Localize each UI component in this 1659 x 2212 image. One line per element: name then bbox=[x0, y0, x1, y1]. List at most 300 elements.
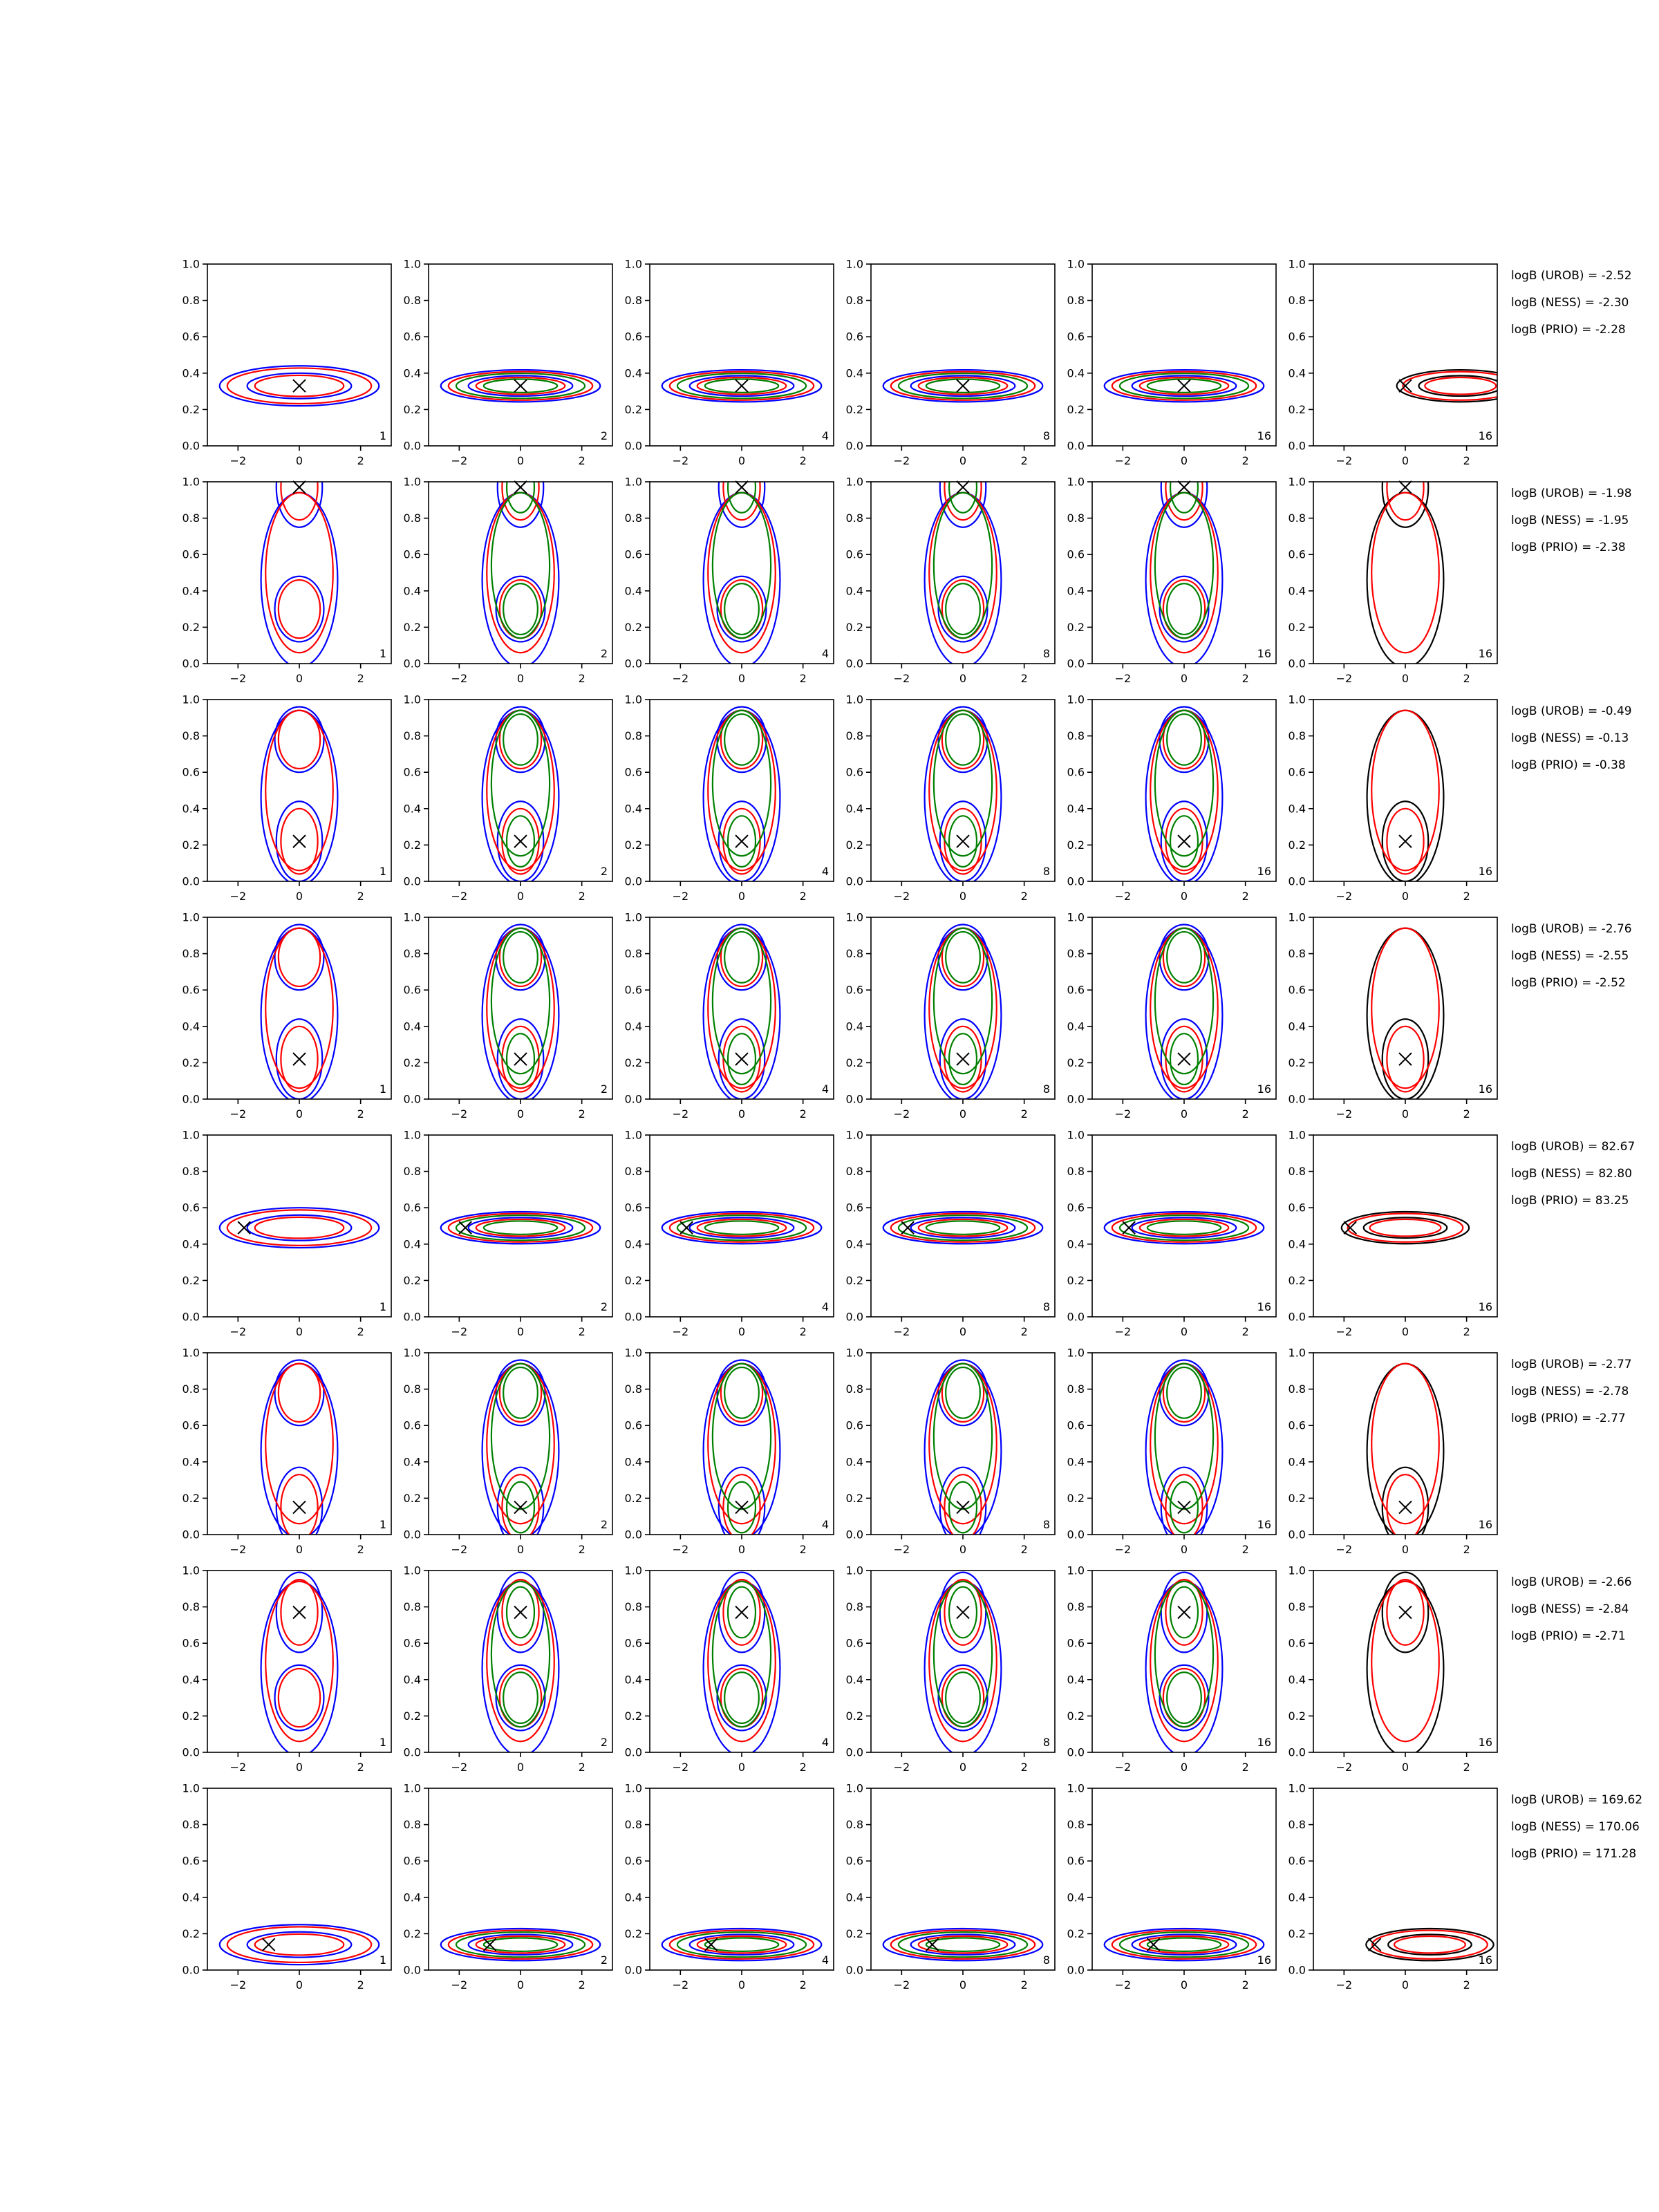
panel-r3-c6 bbox=[1288, 693, 1497, 903]
y-tick-label: 0.0 bbox=[1288, 1092, 1306, 1106]
panel-count-label: 16 bbox=[1478, 429, 1492, 442]
y-tick-label: 0.0 bbox=[1067, 439, 1085, 453]
green-contour bbox=[713, 711, 771, 856]
y-tick-label: 1.0 bbox=[1067, 1564, 1085, 1577]
x-tick-label: −2 bbox=[893, 1978, 910, 1991]
black-contour bbox=[1367, 711, 1444, 885]
y-tick-label: 0.0 bbox=[1067, 1745, 1085, 1759]
y-tick-label: 0.2 bbox=[403, 1709, 421, 1723]
y-tick-label: 0.2 bbox=[845, 1709, 863, 1723]
contour-group bbox=[704, 707, 780, 885]
y-tick-label: 0.2 bbox=[1067, 1491, 1085, 1505]
panel-count-label: 2 bbox=[600, 1953, 608, 1967]
x-tick-label: −2 bbox=[451, 1761, 468, 1774]
blue-contour bbox=[1146, 928, 1223, 1103]
y-tick-label: 0.0 bbox=[624, 1092, 642, 1106]
red-contour bbox=[279, 711, 320, 769]
x-tick-label: 2 bbox=[578, 1543, 585, 1556]
y-tick-label: 0.0 bbox=[182, 1528, 200, 1541]
y-tick-label: 1.0 bbox=[1288, 257, 1306, 271]
x-tick-label: 0 bbox=[1401, 890, 1409, 903]
y-tick-label: 1.0 bbox=[624, 1346, 642, 1360]
red-contour bbox=[1371, 493, 1439, 653]
x-tick-label: 2 bbox=[799, 1978, 807, 1991]
blue-contour bbox=[261, 1364, 338, 1538]
logB-annotation: logB (PRIO) = -2.52 bbox=[1511, 976, 1626, 990]
panel-count-label: 8 bbox=[1042, 865, 1050, 878]
y-tick-label: 0.8 bbox=[403, 512, 421, 525]
axes-frame bbox=[650, 917, 834, 1099]
marker-x bbox=[735, 1606, 748, 1618]
marker-x bbox=[263, 1938, 275, 1951]
y-tick-label: 1.0 bbox=[1288, 475, 1306, 489]
axes-frame bbox=[1313, 264, 1497, 446]
y-tick-label: 0.4 bbox=[1288, 366, 1306, 380]
y-tick-label: 1.0 bbox=[624, 257, 642, 271]
marker-x bbox=[1178, 1053, 1190, 1065]
logB-annotations-r1 bbox=[1511, 269, 1632, 337]
y-tick-label: 0.8 bbox=[1288, 729, 1306, 743]
x-tick-label: −2 bbox=[672, 1543, 689, 1556]
y-tick-label: 0.6 bbox=[1288, 983, 1306, 997]
black-contour bbox=[1367, 493, 1444, 667]
y-tick-label: 0.4 bbox=[403, 366, 421, 380]
blue-contour bbox=[261, 711, 338, 885]
red-contour bbox=[265, 928, 333, 1088]
panel-r2-c2 bbox=[404, 447, 612, 685]
panel-r2-c5 bbox=[1067, 447, 1276, 685]
contour-group bbox=[925, 707, 1002, 885]
red-contour bbox=[1150, 711, 1218, 870]
y-tick-label: 0.8 bbox=[182, 512, 200, 525]
y-tick-label: 1.0 bbox=[845, 1346, 863, 1360]
green-contour bbox=[934, 493, 992, 638]
y-tick-label: 1.0 bbox=[845, 257, 863, 271]
marker-x bbox=[1399, 481, 1412, 494]
contour-group bbox=[1367, 447, 1444, 667]
y-tick-label: 0.4 bbox=[182, 1237, 200, 1251]
y-tick-label: 0.4 bbox=[182, 366, 200, 380]
logB-annotation: logB (PRIO) = -2.77 bbox=[1511, 1412, 1626, 1425]
panel-count-label: 8 bbox=[1042, 429, 1050, 442]
y-tick-label: 0.8 bbox=[403, 294, 421, 308]
blue-contour bbox=[275, 1360, 324, 1426]
x-tick-label: −2 bbox=[451, 454, 468, 467]
blue-contour bbox=[482, 1364, 559, 1538]
x-tick-label: 2 bbox=[1463, 890, 1470, 903]
x-tick-label: 0 bbox=[516, 1107, 525, 1121]
y-tick-label: 1.0 bbox=[403, 257, 421, 271]
panel-r3-c3 bbox=[625, 693, 834, 903]
red-contour bbox=[487, 711, 554, 870]
x-tick-label: 2 bbox=[799, 1761, 807, 1774]
y-tick-label: 1.0 bbox=[1288, 910, 1306, 924]
y-tick-label: 0.0 bbox=[1067, 1528, 1085, 1541]
y-tick-label: 0.2 bbox=[182, 1491, 200, 1505]
green-contour bbox=[1155, 928, 1213, 1074]
y-tick-label: 0.2 bbox=[845, 620, 863, 634]
y-tick-label: 0.6 bbox=[845, 330, 863, 344]
red-contour bbox=[1371, 928, 1439, 1088]
x-tick-label: 2 bbox=[357, 672, 364, 685]
logB-annotation: logB (UROB) = -1.98 bbox=[1511, 487, 1632, 500]
blue-contour bbox=[275, 577, 324, 642]
y-tick-label: 1.0 bbox=[624, 910, 642, 924]
y-tick-label: 1.0 bbox=[845, 910, 863, 924]
y-tick-label: 0.4 bbox=[403, 1891, 421, 1904]
y-tick-label: 0.0 bbox=[624, 1963, 642, 1977]
x-tick-label: 0 bbox=[1180, 672, 1188, 685]
panel-count-label: 4 bbox=[821, 647, 829, 660]
logB-annotation: logB (UROB) = 169.62 bbox=[1511, 1793, 1643, 1807]
red-contour bbox=[487, 1364, 554, 1524]
panel-r4-c4 bbox=[846, 911, 1055, 1121]
x-tick-label: −2 bbox=[451, 1543, 468, 1556]
panel-r7-c4 bbox=[846, 1564, 1055, 1774]
y-tick-label: 0.6 bbox=[1288, 1418, 1306, 1432]
x-tick-label: 2 bbox=[578, 1325, 585, 1338]
panel-r4-c3 bbox=[625, 911, 834, 1121]
contour-group bbox=[883, 1929, 1043, 1960]
logB-annotations-r5 bbox=[1511, 1140, 1635, 1208]
red-contour bbox=[265, 493, 333, 653]
y-tick-label: 0.2 bbox=[1288, 1491, 1306, 1505]
y-tick-label: 0.8 bbox=[624, 1600, 642, 1614]
green-contour bbox=[713, 493, 771, 638]
y-tick-label: 0.6 bbox=[403, 547, 421, 561]
y-tick-label: 0.4 bbox=[182, 1455, 200, 1469]
panel-count-label: 16 bbox=[1478, 865, 1492, 878]
y-tick-label: 0.6 bbox=[1067, 1418, 1085, 1432]
y-tick-label: 0.8 bbox=[182, 1165, 200, 1179]
x-tick-label: −2 bbox=[229, 1543, 247, 1556]
marker-x bbox=[957, 481, 969, 494]
panel-count-label: 16 bbox=[1478, 1736, 1492, 1749]
logB-annotation: logB (PRIO) = -2.28 bbox=[1511, 323, 1626, 337]
y-tick-label: 1.0 bbox=[1288, 1346, 1306, 1360]
panel-count-label: 16 bbox=[1257, 865, 1271, 878]
marker-x bbox=[514, 835, 527, 847]
y-tick-label: 0.4 bbox=[624, 1891, 642, 1904]
contour-group bbox=[704, 925, 780, 1103]
logB-annotation: logB (UROB) = -0.49 bbox=[1511, 704, 1632, 718]
x-tick-label: 2 bbox=[578, 1978, 585, 1991]
y-tick-label: 0.0 bbox=[182, 1963, 200, 1977]
y-tick-label: 0.2 bbox=[845, 1273, 863, 1287]
marker-x bbox=[514, 379, 527, 392]
y-tick-label: 0.8 bbox=[845, 947, 863, 961]
green-contour bbox=[724, 583, 759, 635]
x-tick-label: 2 bbox=[1241, 454, 1249, 467]
marker-x bbox=[293, 1606, 306, 1618]
panel-count-label: 4 bbox=[821, 865, 829, 878]
panel-r8-c5 bbox=[1067, 1782, 1276, 1992]
y-tick-label: 1.0 bbox=[182, 475, 200, 489]
y-tick-label: 0.2 bbox=[1288, 1709, 1306, 1723]
logB-annotation: logB (PRIO) = 171.28 bbox=[1511, 1847, 1637, 1861]
y-tick-label: 0.2 bbox=[1067, 1709, 1085, 1723]
x-tick-label: −2 bbox=[672, 1978, 689, 1991]
y-tick-label: 0.8 bbox=[624, 1165, 642, 1179]
x-tick-label: 0 bbox=[959, 890, 967, 903]
contour-group bbox=[261, 1360, 338, 1548]
axes-frame bbox=[871, 1571, 1055, 1752]
panel-r2-c3 bbox=[625, 447, 834, 685]
y-tick-label: 1.0 bbox=[403, 910, 421, 924]
green-contour bbox=[705, 1221, 778, 1234]
x-tick-label: 0 bbox=[295, 672, 303, 685]
panel-count-label: 16 bbox=[1257, 647, 1271, 660]
green-contour bbox=[1167, 932, 1201, 983]
black-contour bbox=[1364, 1217, 1447, 1237]
contour-group bbox=[1146, 447, 1223, 667]
y-tick-label: 1.0 bbox=[182, 1346, 200, 1360]
red-contour bbox=[929, 1582, 997, 1741]
x-tick-label: 0 bbox=[959, 1543, 967, 1556]
red-contour bbox=[487, 1582, 554, 1741]
panel-r6-c6 bbox=[1288, 1347, 1497, 1557]
y-tick-label: 1.0 bbox=[1288, 1128, 1306, 1142]
marker-x bbox=[1399, 835, 1412, 847]
y-tick-label: 0.0 bbox=[624, 657, 642, 671]
y-tick-label: 0.0 bbox=[182, 439, 200, 453]
marker-x bbox=[735, 835, 748, 847]
red-contour bbox=[708, 928, 776, 1088]
x-tick-label: −2 bbox=[893, 1325, 910, 1338]
x-tick-label: 0 bbox=[516, 454, 525, 467]
x-tick-label: 0 bbox=[1401, 1543, 1409, 1556]
y-tick-label: 1.0 bbox=[182, 1781, 200, 1795]
axes-frame bbox=[1092, 700, 1276, 881]
x-tick-label: −2 bbox=[672, 672, 689, 685]
y-tick-label: 0.6 bbox=[845, 1636, 863, 1650]
blue-contour bbox=[275, 707, 324, 773]
green-contour bbox=[491, 493, 550, 638]
y-tick-label: 1.0 bbox=[845, 1128, 863, 1142]
y-tick-label: 1.0 bbox=[403, 475, 421, 489]
marker-x bbox=[1399, 1053, 1412, 1065]
axes-frame bbox=[650, 264, 834, 446]
y-tick-label: 0.2 bbox=[624, 1927, 642, 1940]
panel-r5-c5 bbox=[1067, 1129, 1276, 1339]
y-tick-label: 0.6 bbox=[624, 547, 642, 561]
y-tick-label: 0.8 bbox=[845, 1382, 863, 1396]
y-tick-label: 1.0 bbox=[1067, 910, 1085, 924]
y-tick-label: 1.0 bbox=[403, 1564, 421, 1577]
y-tick-label: 0.0 bbox=[1288, 657, 1306, 671]
x-tick-label: 0 bbox=[738, 1543, 746, 1556]
y-tick-label: 0.4 bbox=[624, 1673, 642, 1687]
blue-contour bbox=[704, 928, 780, 1103]
x-tick-label: −2 bbox=[893, 672, 910, 685]
y-tick-label: 0.8 bbox=[1288, 947, 1306, 961]
contour-group bbox=[925, 1360, 1002, 1548]
x-tick-label: 2 bbox=[357, 1325, 364, 1338]
y-tick-label: 0.4 bbox=[403, 1673, 421, 1687]
marker-x bbox=[1178, 1501, 1190, 1514]
axes-frame bbox=[1313, 1571, 1497, 1752]
y-tick-label: 0.4 bbox=[1288, 802, 1306, 816]
y-tick-label: 0.0 bbox=[1067, 1092, 1085, 1106]
logB-annotation: logB (UROB) = -2.66 bbox=[1511, 1575, 1632, 1589]
green-contour bbox=[1167, 714, 1201, 765]
marker-x bbox=[514, 1501, 527, 1514]
green-contour bbox=[503, 932, 538, 983]
y-tick-label: 0.6 bbox=[845, 983, 863, 997]
x-tick-label: 2 bbox=[578, 1761, 585, 1774]
y-tick-label: 0.2 bbox=[403, 1056, 421, 1069]
y-tick-label: 0.0 bbox=[1288, 439, 1306, 453]
x-tick-label: 2 bbox=[1241, 1761, 1249, 1774]
logB-annotation: logB (UROB) = -2.76 bbox=[1511, 922, 1632, 936]
axes-frame bbox=[1313, 1135, 1497, 1317]
x-tick-label: 2 bbox=[1020, 1107, 1028, 1121]
green-contour bbox=[1155, 1582, 1213, 1727]
axes-frame bbox=[207, 1135, 391, 1317]
contour-group bbox=[704, 447, 780, 667]
axes-frame bbox=[207, 917, 391, 1099]
contour-group bbox=[704, 1360, 780, 1548]
contour-group bbox=[261, 925, 338, 1103]
x-tick-label: −2 bbox=[672, 890, 689, 903]
x-tick-label: −2 bbox=[229, 1761, 247, 1774]
marker-x bbox=[735, 1053, 748, 1065]
logB-annotation: logB (PRIO) = 83.25 bbox=[1511, 1194, 1629, 1208]
y-tick-label: 0.6 bbox=[403, 765, 421, 779]
x-tick-label: 2 bbox=[1020, 1325, 1028, 1338]
y-tick-label: 0.0 bbox=[624, 874, 642, 888]
marker-x bbox=[1399, 1606, 1412, 1618]
red-contour bbox=[708, 1582, 776, 1741]
logB-annotations-r6 bbox=[1511, 1358, 1632, 1425]
x-tick-label: −2 bbox=[1335, 1543, 1353, 1556]
panel-count-label: 2 bbox=[600, 1300, 608, 1313]
green-contour bbox=[503, 1367, 538, 1418]
y-tick-label: 0.0 bbox=[182, 657, 200, 671]
y-tick-label: 1.0 bbox=[182, 910, 200, 924]
red-contour bbox=[929, 711, 997, 870]
blue-contour bbox=[1146, 711, 1223, 885]
y-tick-label: 1.0 bbox=[1067, 693, 1085, 706]
x-tick-label: 2 bbox=[1463, 1543, 1470, 1556]
contour-group bbox=[1146, 707, 1223, 885]
panel-count-label: 16 bbox=[1478, 647, 1492, 660]
y-tick-label: 0.2 bbox=[182, 1056, 200, 1069]
red-contour bbox=[1371, 1582, 1439, 1741]
y-tick-label: 0.6 bbox=[624, 1636, 642, 1650]
logB-annotation: logB (PRIO) = -2.38 bbox=[1511, 541, 1626, 554]
panel-r5-c4 bbox=[846, 1129, 1055, 1339]
y-tick-label: 0.2 bbox=[624, 1709, 642, 1723]
x-tick-label: 0 bbox=[1180, 890, 1188, 903]
y-tick-label: 0.2 bbox=[182, 838, 200, 852]
panel-count-label: 1 bbox=[379, 1518, 386, 1531]
panel-r6-c2 bbox=[404, 1347, 612, 1557]
green-contour bbox=[926, 1221, 1000, 1234]
x-tick-label: −2 bbox=[1335, 672, 1353, 685]
y-tick-label: 0.2 bbox=[1067, 620, 1085, 634]
y-tick-label: 1.0 bbox=[845, 693, 863, 706]
y-tick-label: 0.0 bbox=[1067, 1310, 1085, 1324]
logB-annotation: logB (NESS) = 82.80 bbox=[1511, 1167, 1633, 1181]
y-tick-label: 0.8 bbox=[1067, 1382, 1085, 1396]
y-tick-label: 0.4 bbox=[1067, 584, 1085, 598]
x-tick-label: 0 bbox=[516, 1325, 525, 1338]
panel-r6-c1 bbox=[182, 1347, 391, 1557]
contour-group bbox=[261, 707, 338, 885]
panel-count-label: 1 bbox=[379, 1082, 386, 1096]
red-contour bbox=[697, 1219, 787, 1236]
red-contour bbox=[279, 928, 320, 986]
y-tick-label: 0.4 bbox=[624, 584, 642, 598]
x-tick-label: 0 bbox=[738, 1978, 746, 1991]
panel-count-label: 1 bbox=[379, 1953, 386, 1967]
x-tick-label: 2 bbox=[1463, 1978, 1470, 1991]
panel-count-label: 4 bbox=[821, 1953, 829, 1967]
y-tick-label: 1.0 bbox=[624, 475, 642, 489]
y-tick-label: 0.0 bbox=[403, 874, 421, 888]
green-contour bbox=[503, 583, 538, 635]
red-contour bbox=[1394, 1936, 1465, 1953]
y-tick-label: 0.8 bbox=[182, 294, 200, 308]
green-contour bbox=[491, 711, 550, 856]
x-tick-label: 0 bbox=[516, 672, 525, 685]
axes-frame bbox=[429, 1571, 612, 1752]
green-contour bbox=[946, 1367, 980, 1418]
x-tick-label: −2 bbox=[451, 672, 468, 685]
axes-frame bbox=[207, 264, 391, 446]
y-tick-label: 0.0 bbox=[403, 657, 421, 671]
marker-x bbox=[514, 1053, 527, 1065]
logB-annotation: logB (NESS) = -2.30 bbox=[1511, 296, 1629, 310]
contour-group bbox=[1397, 370, 1524, 402]
x-tick-label: −2 bbox=[1114, 1107, 1132, 1121]
axes-frame bbox=[1313, 1788, 1497, 1970]
y-tick-label: 0.6 bbox=[403, 1201, 421, 1215]
panel-r6-c4 bbox=[846, 1347, 1055, 1557]
x-tick-label: 2 bbox=[799, 672, 807, 685]
y-tick-label: 0.0 bbox=[403, 1092, 421, 1106]
x-tick-label: 0 bbox=[1401, 454, 1409, 467]
x-tick-label: 0 bbox=[295, 454, 303, 467]
contour-group bbox=[1146, 1360, 1223, 1548]
y-tick-label: 0.8 bbox=[182, 1600, 200, 1614]
panel-count-label: 2 bbox=[600, 1736, 608, 1749]
marker-x bbox=[735, 379, 748, 392]
marker-x bbox=[957, 1501, 969, 1514]
black-contour bbox=[1367, 1364, 1444, 1538]
contour-group bbox=[925, 447, 1002, 667]
contour-group bbox=[261, 447, 338, 667]
y-tick-label: 0.8 bbox=[1288, 294, 1306, 308]
panel-count-label: 16 bbox=[1478, 1300, 1492, 1313]
panel-count-label: 2 bbox=[600, 1082, 608, 1096]
x-tick-label: −2 bbox=[451, 1107, 468, 1121]
y-tick-label: 1.0 bbox=[1288, 1781, 1306, 1795]
y-tick-label: 1.0 bbox=[1067, 257, 1085, 271]
marker-x bbox=[1399, 1501, 1412, 1514]
contour-group bbox=[704, 1573, 780, 1756]
y-tick-label: 0.4 bbox=[1288, 1673, 1306, 1687]
x-tick-label: 2 bbox=[1020, 1978, 1028, 1991]
axes-frame bbox=[871, 482, 1055, 664]
y-tick-label: 0.0 bbox=[403, 1528, 421, 1541]
y-tick-label: 0.2 bbox=[845, 1927, 863, 1940]
y-tick-label: 0.8 bbox=[845, 1165, 863, 1179]
y-tick-label: 0.4 bbox=[182, 584, 200, 598]
x-tick-label: 2 bbox=[1241, 672, 1249, 685]
x-tick-label: 0 bbox=[738, 672, 746, 685]
